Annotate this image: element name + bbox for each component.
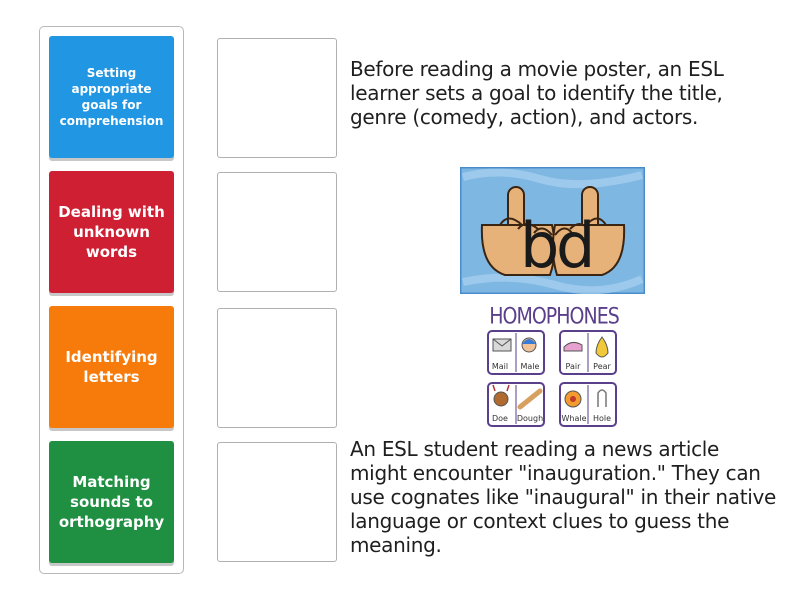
tile-matching-sounds[interactable] [49,441,174,563]
tile-unknown-words[interactable] [49,171,174,293]
clue-text-news-article: An ESL student reading a news article might encounter "inauguration." They can use cognates like "inaugural" in their native language or context clues to guess the meaning. [350,437,777,557]
homophone-card-pair-pear [560,331,616,374]
svg-text:Dough: Dough [516,414,544,423]
homophone-card-mail-male [488,331,544,374]
tile-label: Matching sounds to orthography [58,473,165,531]
svg-text:Mail: Mail [491,362,509,371]
tile-setting-goals[interactable] [49,36,174,158]
bd-hand-gesture-image [460,167,645,294]
homophones-chart-image [484,303,624,428]
drop-slot-2[interactable] [217,172,337,292]
drop-slot-3[interactable] [217,308,337,428]
drop-slot-4[interactable] [217,442,337,562]
tile-label: Identifying letters [65,348,158,386]
svg-text:Pear: Pear [593,362,611,371]
homophone-card-whale-hole [560,383,616,426]
svg-text:Hole: Hole [592,414,612,423]
bd-letter-b: b [520,209,560,282]
svg-text:Doe: Doe [492,414,508,423]
clue-text-movie-poster: Before reading a movie poster, an ESL learner sets a goal to identify the title, genre (comedy, action), and actors. [350,57,724,129]
tile-identifying-letters[interactable] [49,306,174,428]
bd-letter-d: d [556,209,596,282]
tile-label: Dealing with unknown words [58,203,165,261]
drop-slot-1[interactable] [217,38,337,158]
tile-label: Setting appropriate goals for comprehension [59,66,164,128]
svg-text:Pair: Pair [565,362,581,371]
svg-text:Male: Male [520,362,540,371]
svg-text:Whale: Whale [561,414,587,423]
homophone-card-doe-dough [488,383,544,426]
homophones-title: HOMOPHONES [489,303,619,330]
